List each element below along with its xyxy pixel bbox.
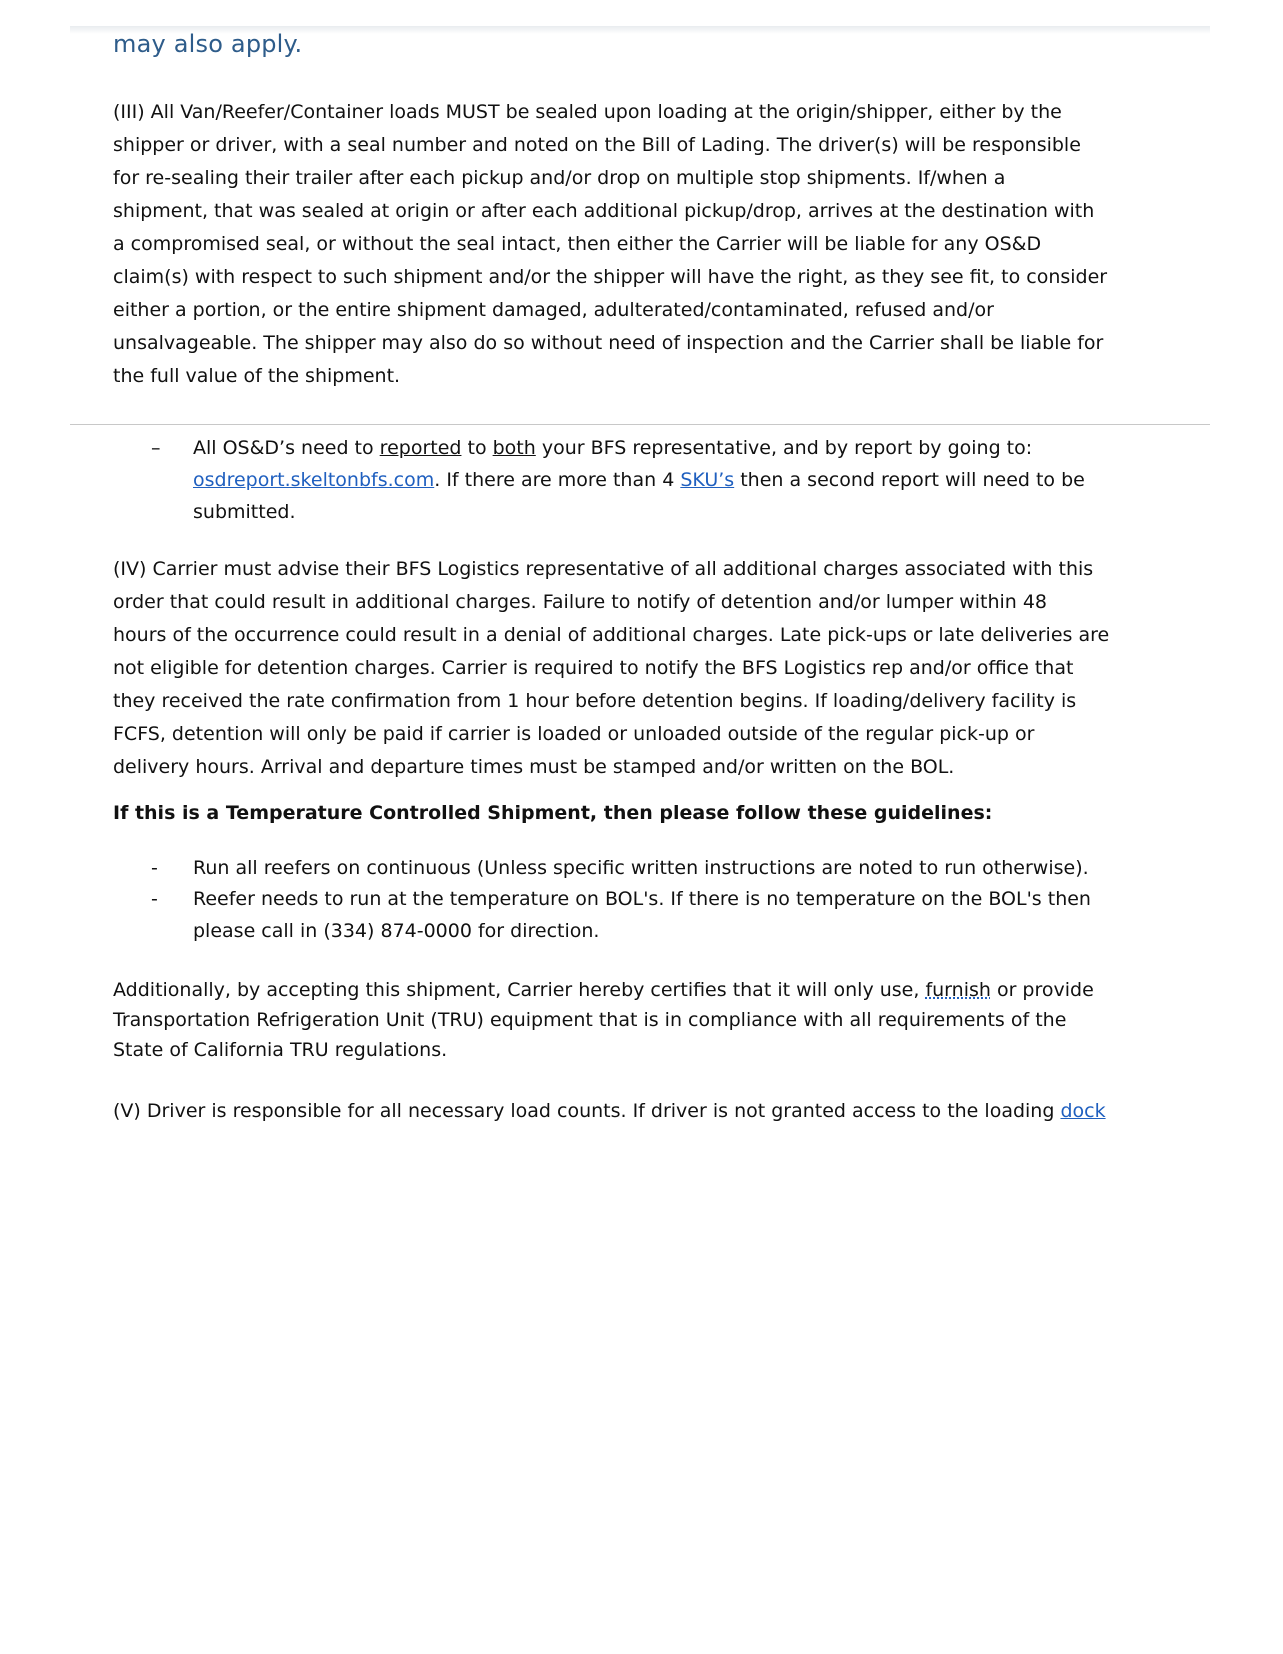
tru-text: or provide xyxy=(990,979,1094,1001)
section-divider xyxy=(70,424,1210,425)
seal-line: a compromised seal, or without the seal intact, then either the Carrier will be liable for any OS&D xyxy=(113,233,1042,255)
temperature-heading: If this is a Temperature Controlled Shipment, then please follow these guidelines: xyxy=(113,802,993,824)
osd-text: then a second report will need to be xyxy=(734,469,1085,491)
both-word: both xyxy=(492,437,536,459)
osd-text: . If there are more than 4 xyxy=(434,469,681,491)
tru-line-1 xyxy=(113,975,1094,1005)
dash-bullet-icon: – xyxy=(151,437,161,459)
dock-word: dock xyxy=(1060,1100,1106,1122)
driver-paragraph xyxy=(113,1095,1106,1128)
seal-paragraph xyxy=(113,96,1107,393)
driver-text: (V) Driver is responsible for all necessary load counts. If driver is not granted access to the loading xyxy=(113,1100,1061,1122)
osd-bullet-text xyxy=(193,432,1085,528)
charges-paragraph xyxy=(113,553,1109,784)
charges-line: FCFS, detention will only be paid if carrier is loaded or unloaded outside of the regular pick-up or xyxy=(113,723,1035,745)
dash-bullet-icon: - xyxy=(151,857,158,879)
charges-line: order that could result in additional charges. Failure to notify of detention and/or lumper within 48 xyxy=(113,591,1048,613)
continuation-text: may also apply. xyxy=(113,30,303,58)
tru-line-2: Transportation Refrigeration Unit (TRU) equipment that is in compliance with all requirements of the xyxy=(113,1009,1067,1031)
osd-line-1 xyxy=(193,432,1085,464)
bullet-line: please call in (334) 874-0000 for direction. xyxy=(193,920,600,942)
charges-line: not eligible for detention charges. Carrier is required to notify the BFS Logistics rep and/or office that xyxy=(113,657,1074,679)
tru-line-3: State of California TRU regulations. xyxy=(113,1039,448,1061)
seal-line: either a portion, or the entire shipment damaged, adulterated/contaminated, refused and/or xyxy=(113,299,994,321)
seal-line: shipment, that was sealed at origin or after each additional pickup/drop, arrives at the destination with xyxy=(113,200,1095,222)
seal-line: the full value of the shipment. xyxy=(113,365,401,387)
seal-line: shipper or driver, with a seal number and noted on the Bill of Lading. The driver(s) will be responsible xyxy=(113,134,1081,156)
seal-line: (III) All Van/Reefer/Container loads MUST be sealed upon loading at the origin/shipper, either by the xyxy=(113,101,1062,123)
seal-line: for re-sealing their trailer after each pickup and/or drop on multiple stop shipments. If/when a xyxy=(113,167,1006,189)
temperature-bullet-text xyxy=(193,883,1091,947)
seal-line: unsalvageable. The shipper may also do so without need of inspection and the Carrier shall be liable for xyxy=(113,332,1104,354)
bullet-line: Run all reefers on continuous (Unless specific written instructions are noted to run otherwise). xyxy=(193,857,1089,879)
charges-line: hours of the occurrence could result in a denial of additional charges. Late pick-ups or late deliveries are xyxy=(113,624,1110,646)
osd-report-link[interactable]: osdreport.skeltonbfs.com xyxy=(193,469,435,491)
seal-line: claim(s) with respect to such shipment and/or the shipper will have the right, as they see fit, to consider xyxy=(113,266,1108,288)
temperature-bullet-text xyxy=(193,852,1089,884)
charges-line: delivery hours. Arrival and departure times must be stamped and/or written on the BOL. xyxy=(113,756,955,778)
charges-line: they received the rate confirmation from 1 hour before detention begins. If loading/delivery facility is xyxy=(113,690,1077,712)
osd-line-3: submitted. xyxy=(193,501,296,523)
tru-text: Additionally, by accepting this shipment, Carrier hereby certifies that it will only use, xyxy=(113,979,926,1001)
reported-word: reported xyxy=(379,437,462,459)
charges-line: (IV) Carrier must advise their BFS Logistics representative of all additional charges associated with this xyxy=(113,558,1094,580)
driver-line xyxy=(113,1095,1106,1128)
dash-bullet-icon: - xyxy=(151,888,158,910)
skus-link[interactable]: SKU’s xyxy=(680,469,735,491)
osd-text: to xyxy=(461,437,493,459)
furnish-word: furnish xyxy=(925,979,991,1001)
osd-text: your BFS representative, and by report by going to: xyxy=(535,437,1033,459)
osd-line-2 xyxy=(193,464,1085,496)
tru-paragraph xyxy=(113,975,1094,1065)
osd-text: All OS&D’s need to xyxy=(193,437,380,459)
bullet-line: Reefer needs to run at the temperature on BOL's. If there is no temperature on the BOL's then xyxy=(193,888,1091,910)
